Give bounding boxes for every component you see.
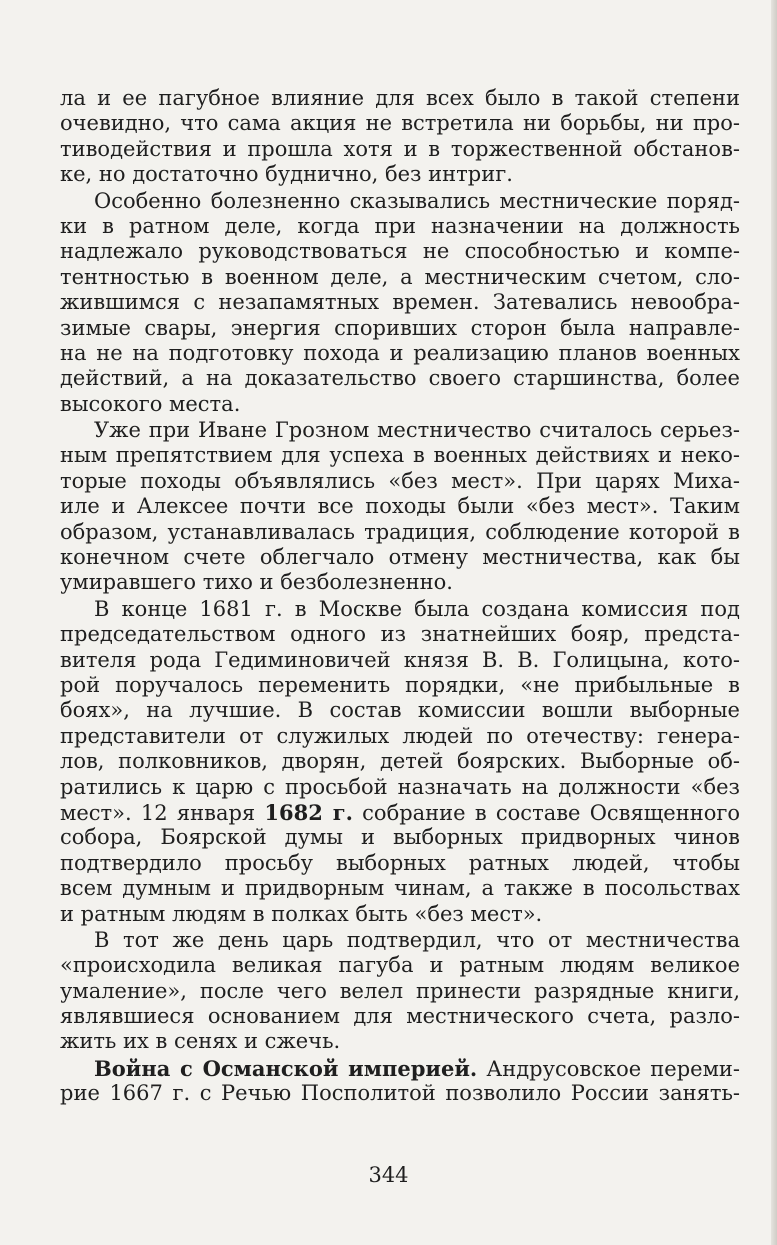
text-run: на не на подготовку похода и реализацию планов военных [60,340,740,365]
text-line [60,749,740,774]
text-line [60,494,740,519]
text-line [60,1004,740,1029]
text-run: умиравшего тихо и безболезненно. [60,570,453,595]
text-line [60,392,740,417]
paragraph [60,418,740,596]
text-run: собора, Боярской думы и выборных придворных чинов [60,825,740,850]
text-run: подтвердило просьбу выборных ратных людей, чтобы [60,850,740,875]
text-line [60,137,740,162]
text-run: и ратным людям в полках быть «без мест». [60,901,543,926]
bold-text-run: 1682 г. [264,799,353,825]
text-run: В тот же день царь подтвердил, что от местничества [94,927,740,952]
text-line [60,851,740,876]
text-run: собрание в составе Освященного [352,800,740,825]
text-line [60,597,740,622]
text-run: вителя рода Гедиминовичей князя В. В. Голицына, кото- [60,647,740,672]
text-line [60,443,740,468]
paragraph [60,189,740,418]
paragraph [60,86,740,188]
text-run: надлежало руководствоваться не способностью и компе- [60,239,740,264]
text-run: иле и Алексее почти все походы были «без мест». Таким [60,494,740,519]
text-run: торые походы объявлялись «без мест». При царях Миха- [60,468,740,493]
text-line [60,775,740,800]
text-line [60,214,740,239]
text-line [60,239,740,264]
text-run: ратились к царю с просьбой назначать на должности «без [60,774,740,799]
text-line [60,265,740,290]
text-line [60,520,740,545]
text-run: В конце 1681 г. в Москве была создана комиссия под [94,596,740,621]
page-edge-shadow [771,0,777,1245]
text-run: тентностью в военном деле, а местническим счетом, сло- [60,264,740,289]
text-line [60,86,740,111]
text-line [60,570,740,595]
paragraph [60,1056,740,1107]
text-run: Уже при Иване Грозном местничество считалось серьез- [94,418,740,443]
text-line [60,928,740,953]
text-run: очевидно, что сама акция не встретила ни борьбы, ни про- [60,111,740,136]
text-run: жившимся с незапамятных времен. Затевались невообра- [60,290,740,315]
text-line [60,290,740,315]
text-run: конечном счете облегчало отмену местничества, как бы [60,545,740,570]
text-run: ным препятствием для успеха в военных действиях и неко- [60,443,740,468]
text-line [60,673,740,698]
text-run: ки в ратном деле, когда при назначении на должность [60,213,740,238]
text-run: рой поручалось переменить порядки, «не прибыльные в [60,672,740,697]
bold-text-run: Война с Османской империей. [94,1055,478,1081]
text-run: представители от служилых людей по отечеству: генера- [60,723,740,748]
text-line [60,1056,740,1081]
text-run: всем думным и придворным чинам, а также в посольствах [60,876,740,901]
text-line [60,418,740,443]
text-run: образом, устанавливалась традиция, соблюдение которой в [60,519,740,544]
paragraph [60,597,740,927]
body-text [60,86,740,1107]
text-run: жить их в сенях и сжечь. [60,1029,341,1054]
text-line [60,648,740,673]
text-line [60,341,740,366]
text-run: высокого места. [60,391,241,416]
text-run: «происходила великая пагуба и ратным людям великое [60,953,740,978]
text-line [60,366,740,391]
text-line [60,1081,740,1106]
text-run: председательством одного из знатнейших бояр, предста- [60,622,740,647]
text-line [60,545,740,570]
text-run: боях», на лучшие. В состав комиссии вошли выборные [60,698,740,723]
paragraph [60,928,740,1055]
text-line [60,316,740,341]
text-line [60,698,740,723]
text-line [60,724,740,749]
text-run: зимые свары, энергия споривших сторон была направле- [60,315,740,340]
text-run: рие 1667 г. с Речью Посполитой позволило России занять- [60,1081,740,1106]
text-run: ла и ее пагубное влияние для всех было в такой степени [60,86,740,110]
text-run: действий, а на доказательство своего старшинства, более [60,366,740,391]
text-line [60,111,740,136]
text-line [60,902,740,927]
text-line [60,189,740,214]
text-line [60,1029,740,1054]
text-line [60,162,740,187]
text-run: умаление», после чего велел принести разрядные книги, [60,978,740,1003]
text-run: Особенно болезненно сказывались местнические поряд- [94,188,740,213]
text-line [60,469,740,494]
text-run: лов, полковников, дворян, детей боярских. Выборные об- [60,749,740,774]
text-line [60,825,740,850]
text-line [60,800,740,825]
text-line [60,953,740,978]
text-run: являвшиеся основанием для местнического счета, разло- [60,1004,740,1029]
text-line [60,876,740,901]
text-run: ке, но достаточно буднично, без интриг. [60,162,513,187]
text-run: Андрусовское переми- [477,1056,740,1081]
text-run: мест». 12 января [60,800,265,825]
page-number: 344 [368,1163,409,1187]
text-line [60,979,740,1004]
text-run: тиводействия и прошла хотя и в торжественной обстанов- [60,136,740,161]
text-line [60,622,740,647]
